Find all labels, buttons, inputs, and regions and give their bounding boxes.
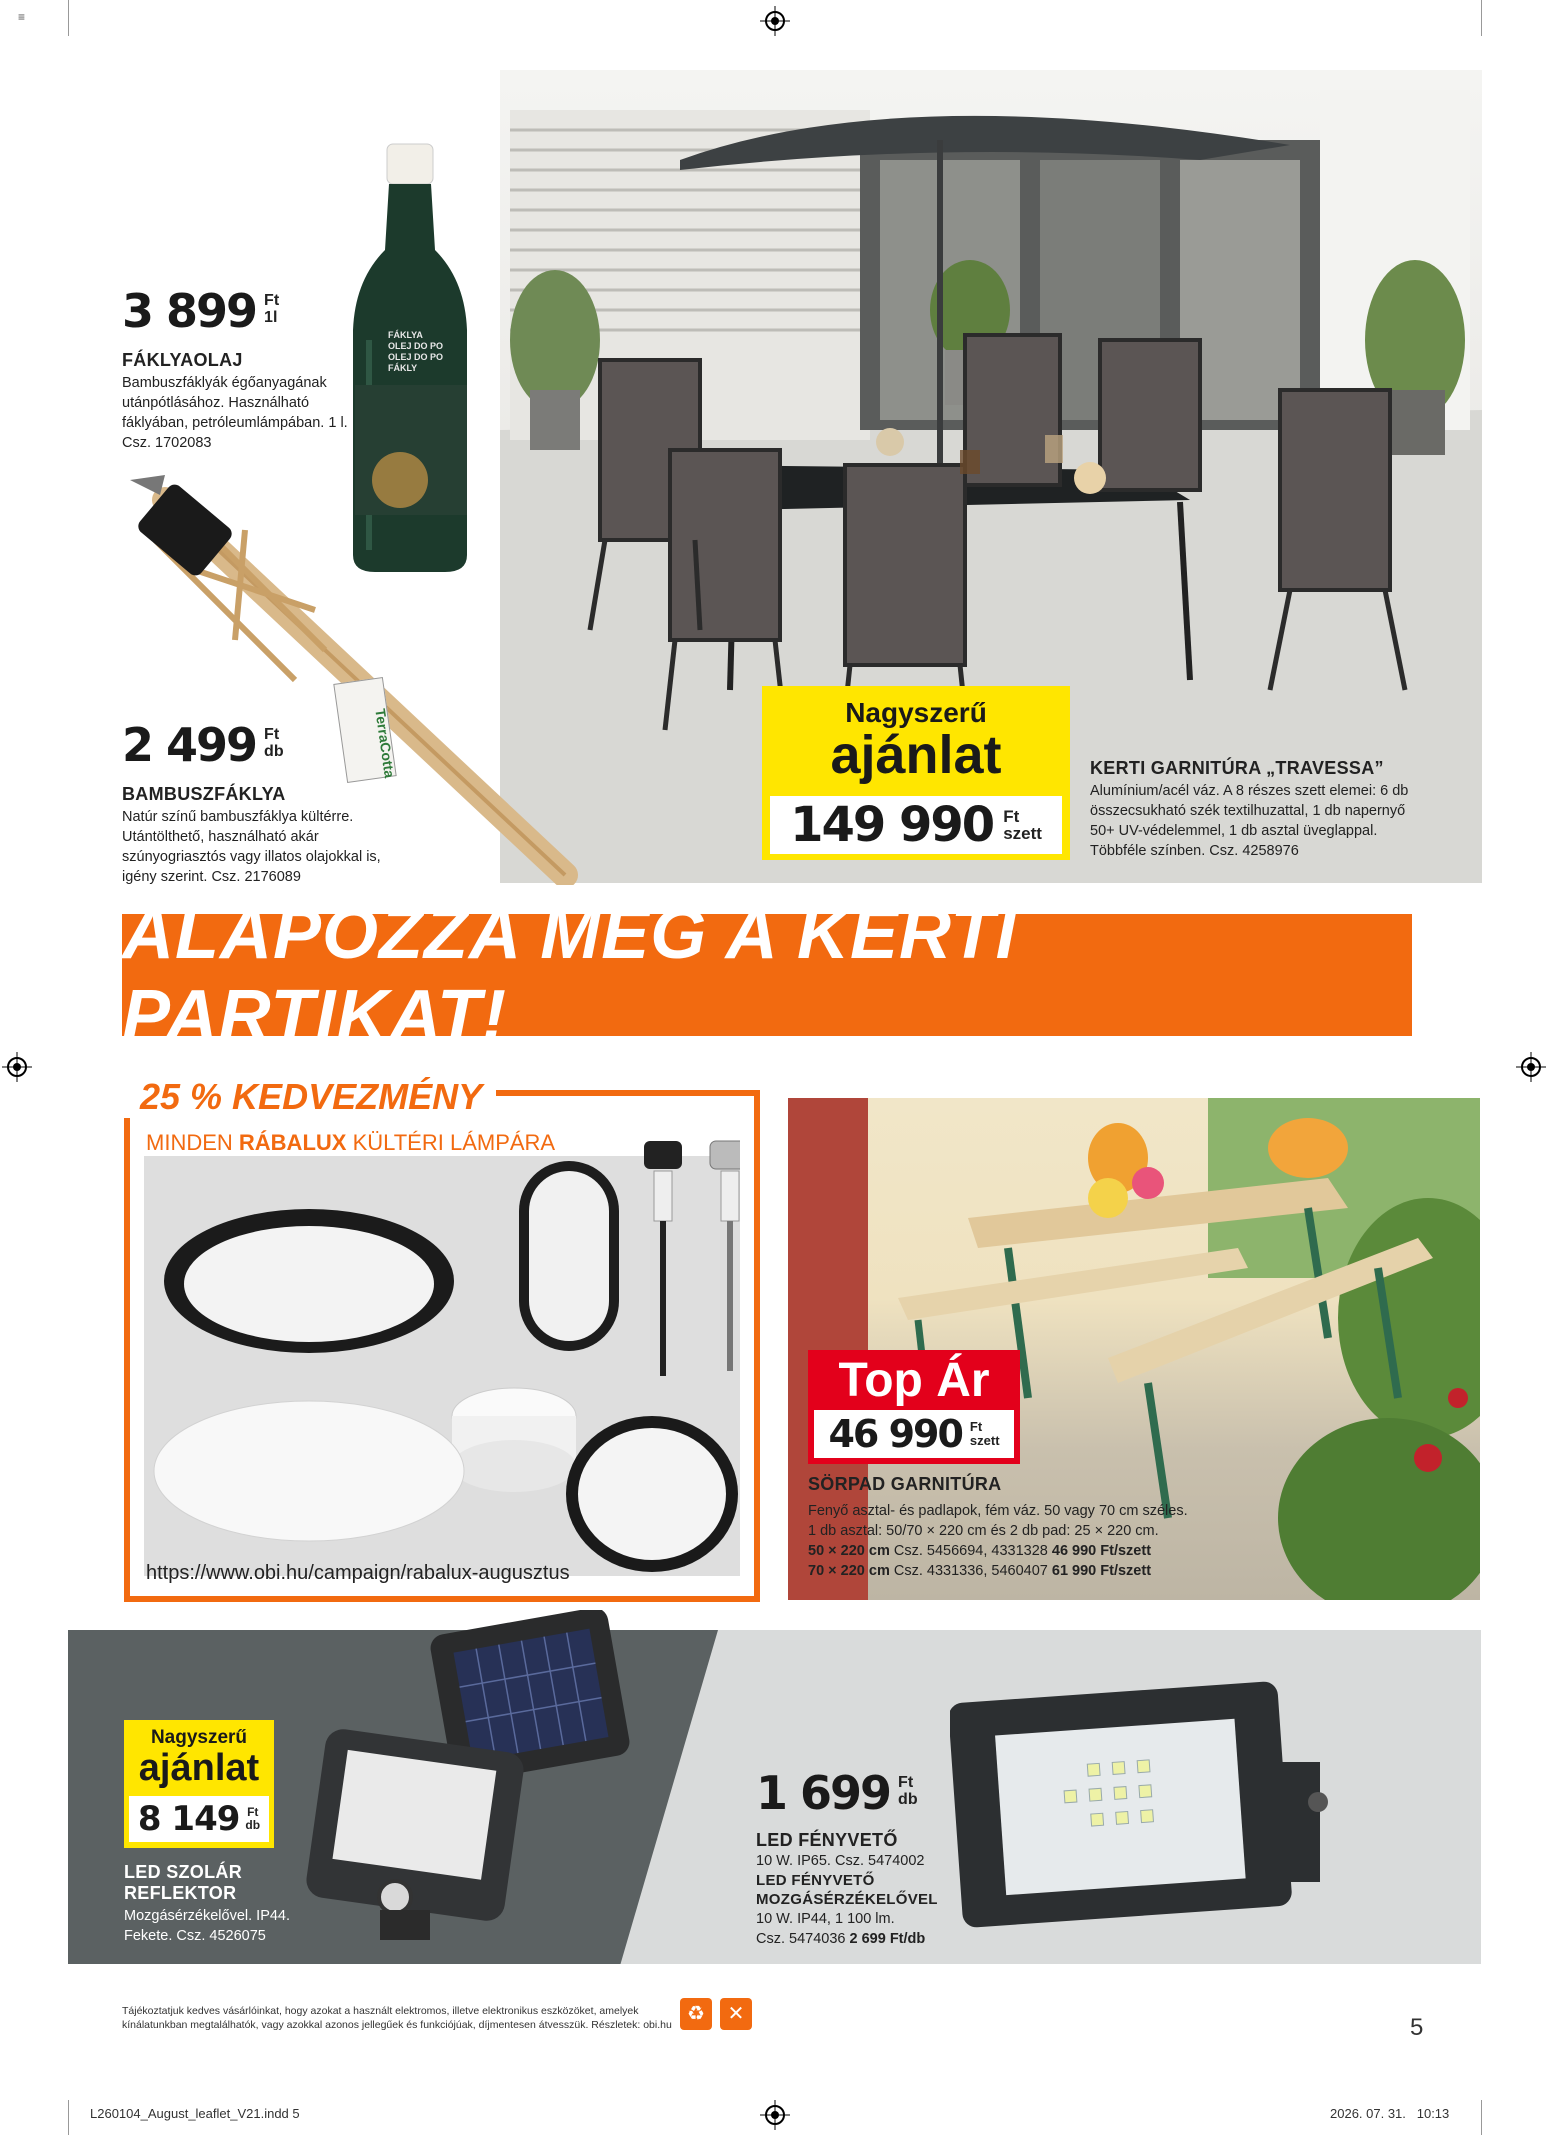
oil-description: [122, 373, 422, 453]
corner-mark-icon: ≡: [18, 10, 26, 24]
footer-file-name: L260104_August_leaflet_V21.indd 5: [90, 2106, 300, 2121]
beer-set-price-unit: Ft: [969, 1419, 983, 1434]
rabalux-subline-prefix: MINDEN: [146, 1130, 239, 1155]
registration-mark-bottom: [760, 2100, 790, 2130]
beer-set-variant-50-code: Csz. 5456694, 4331328: [889, 1543, 1052, 1559]
beer-set-description: 1 db asztal: 50/70 × 220 cm és 2 db pad: 25 × 220 cm.: [808, 1523, 1159, 1539]
beer-set-text: [808, 1474, 1208, 1581]
floodlight-price-unit: Ft: [898, 1774, 914, 1791]
torch-price-block: [122, 718, 442, 887]
rabalux-subline: [146, 1130, 555, 1156]
garden-set-price-quantity: szett: [1003, 824, 1042, 843]
beer-set-price-quantity: szett: [969, 1433, 1000, 1448]
rabalux-discount-headline: 25 % KEDVEZMÉNY: [140, 1076, 483, 1117]
beer-set-variant-70-size: 70 × 220 cm: [808, 1563, 890, 1579]
solar-price: 8 149: [137, 1799, 240, 1839]
rabalux-subline-brand: RÁBALUX: [238, 1130, 347, 1155]
torch-description-line: igény szerint. Csz. 2176089: [122, 869, 301, 885]
solar-price-quantity: db: [245, 1818, 261, 1832]
headline-banner: [122, 894, 1412, 1056]
floodlight-name: LED FÉNYVETŐ: [756, 1830, 898, 1850]
beer-set-variant-70-price: 61 990 Ft/szett: [1051, 1563, 1152, 1579]
floodlight-sensor-name-line2: MOZGÁSÉRZÉKELŐVEL: [756, 1891, 938, 1908]
garden-set-badge-line2: ajánlat: [830, 725, 1002, 785]
beer-set-name: SÖRPAD GARNITÚRA: [808, 1474, 1002, 1494]
beer-set-variant-70-code: Csz. 4331336, 5460407: [889, 1563, 1052, 1579]
solar-description-line: Fekete. Csz. 4526075: [124, 1928, 266, 1944]
garden-set-price-box: [770, 796, 1062, 854]
torch-description: [122, 807, 442, 887]
oil-price-unit: Ft: [264, 292, 280, 309]
garden-set-description-line: 50+ UV-védelemmel, 1 db asztal üveglappal.: [1090, 823, 1378, 839]
solar-price-box: [129, 1796, 269, 1842]
bottle-label-line: OLEJ DO PO: [388, 341, 444, 351]
floodlight-text: [756, 1766, 1076, 1949]
garden-set-price-unit: Ft: [1003, 807, 1020, 826]
rabalux-lamps-image: [144, 1126, 740, 1576]
oil-price-block: [122, 284, 422, 453]
floodlight-sensor-description: 10 W. IP44, 1 100 lm.: [756, 1911, 895, 1927]
beer-set-top-price-badge: [808, 1350, 1020, 1464]
crop-mark-left: [68, 0, 69, 36]
solar-price-unit: Ft: [247, 1805, 259, 1819]
torch-price: 2 499: [122, 718, 257, 772]
rabalux-url[interactable]: https://www.obi.hu/campaign/rabalux-augusztus: [146, 1562, 570, 1584]
beer-set-price: 46 990: [828, 1412, 962, 1456]
torch-description-line: Natúr színű bambuszfáklya kültérre.: [122, 809, 354, 825]
torch-price-unit: Ft: [264, 726, 280, 743]
crop-mark-right-bottom: [1481, 2100, 1482, 2135]
rabalux-discount-tag: [124, 1076, 496, 1118]
rabalux-promo-panel: [124, 1076, 760, 1602]
garden-set-description-line: Többféle színben. Csz. 4258976: [1090, 843, 1299, 859]
floodlight-sensor-code: [756, 1929, 1076, 1949]
torch-name: BAMBUSZFÁKLYA: [122, 784, 286, 804]
rabalux-subline-suffix: KÜLTÉRI LÁMPÁRA: [346, 1130, 556, 1155]
oil-name: FÁKLYAOLAJ: [122, 350, 243, 370]
bottle-label-line: FÁKLY: [388, 363, 418, 373]
registration-mark-left: [2, 1052, 32, 1082]
beer-set-price-box: [814, 1410, 1014, 1458]
solar-name-line2: REFLEKTOR: [124, 1883, 237, 1903]
beer-set-variant-50-size: 50 × 220 cm: [808, 1543, 890, 1559]
garden-set-name: KERTI GARNITÚRA „TRAVESSA”: [1090, 758, 1384, 778]
beer-set-variant-50: [808, 1541, 1208, 1561]
torch-description-line: szúnyogriasztós vagy illatos olajokkal is,: [122, 849, 381, 865]
beer-set-variant-70: [808, 1561, 1208, 1581]
floodlight-sensor-price: 2 699 Ft/db: [849, 1931, 926, 1947]
recycle-notice-line: Tájékoztatjuk kedves vásárlóinkat, hogy azokat a használt elektromos, illetve elektronikus eszközöket, amelyek: [122, 2005, 639, 2017]
floodlight-description: 10 W. IP65. Csz. 5474002: [756, 1853, 925, 1869]
floodlight-sensor-name-line1: LED FÉNYVETŐ: [756, 1872, 875, 1889]
solar-badge-line2: ajánlat: [138, 1747, 260, 1789]
oil-description-line: Bambuszfáklyák égőanyagának: [122, 375, 327, 391]
crop-mark-left-bottom: [68, 2100, 69, 2135]
recycle-icon: ♻: [680, 1998, 712, 2030]
solar-text: [124, 1862, 364, 1946]
beer-set-badge-text: Top Ár: [838, 1354, 990, 1407]
recycle-notice: [122, 2004, 682, 2032]
garden-set-badge-line1: Nagyszerű: [845, 697, 987, 728]
headline-banner-text: ALAPOZZA MEG A KERTI PARTIKAT!: [122, 894, 1017, 1056]
torch-price-quantity: db: [264, 743, 284, 760]
solar-description-line: Mozgásérzékelővel. IP44.: [124, 1908, 291, 1924]
floodlight-price-quantity: db: [898, 1791, 918, 1808]
floodlight-sensor-code-text: Csz. 5474036: [756, 1931, 850, 1947]
oil-description-line: fáklyában, petróleumlámpában. 1 l.: [122, 415, 348, 431]
garden-set-description-line: összecsukható szék textilhuzattal, 1 db napernyő: [1090, 803, 1406, 819]
registration-mark-right: [1516, 1052, 1546, 1082]
footer-timestamp: 2026. 07. 31. 10:13: [1330, 2106, 1450, 2121]
garden-set-description: [1090, 781, 1470, 861]
registration-mark-top: [760, 6, 790, 36]
garden-set-description-line: Alumínium/acél váz. A 8 részes szett elemei: 6 db: [1090, 783, 1409, 799]
beer-set-description: Fenyő asztal- és padlapok, fém váz. 50 vagy 70 cm széles.: [808, 1503, 1188, 1519]
garden-set-text: [1090, 758, 1470, 861]
solar-badge-line1: Nagyszerű: [150, 1727, 248, 1748]
torch-tag-text: TerraCotta: [372, 707, 398, 779]
oil-price: 3 899: [122, 284, 257, 338]
oil-price-quantity: 1l: [264, 309, 278, 326]
garden-set-price: 149 990: [790, 797, 994, 853]
solar-offer-badge: [124, 1720, 274, 1848]
garden-set-offer-badge: [762, 686, 1070, 860]
oil-description-line: utánpótlásához. Használható: [122, 395, 310, 411]
torch-description-line: Utántölthető, használható akár: [122, 829, 319, 845]
recycle-notice-line: kínálatunkban megtalálhatók, vagy azokkal azonos jellegűek és funkciójúak, díjmentesen átvesszük. Részletek: obi.hu: [122, 2019, 672, 2031]
page-number: 5: [1410, 2014, 1424, 2041]
bottle-label-line: FÁKLYA: [388, 330, 423, 340]
bottle-label-line: OLEJ DO PO: [388, 352, 444, 362]
crop-mark-right: [1481, 0, 1482, 36]
weee-bin-icon: ✕: [720, 1998, 752, 2030]
beer-set-variant-50-price: 46 990 Ft/szett: [1051, 1543, 1152, 1559]
solar-name-line1: LED SZOLÁR: [124, 1862, 242, 1882]
oil-description-line: Csz. 1702083: [122, 435, 212, 451]
floodlight-price: 1 699: [756, 1766, 891, 1820]
